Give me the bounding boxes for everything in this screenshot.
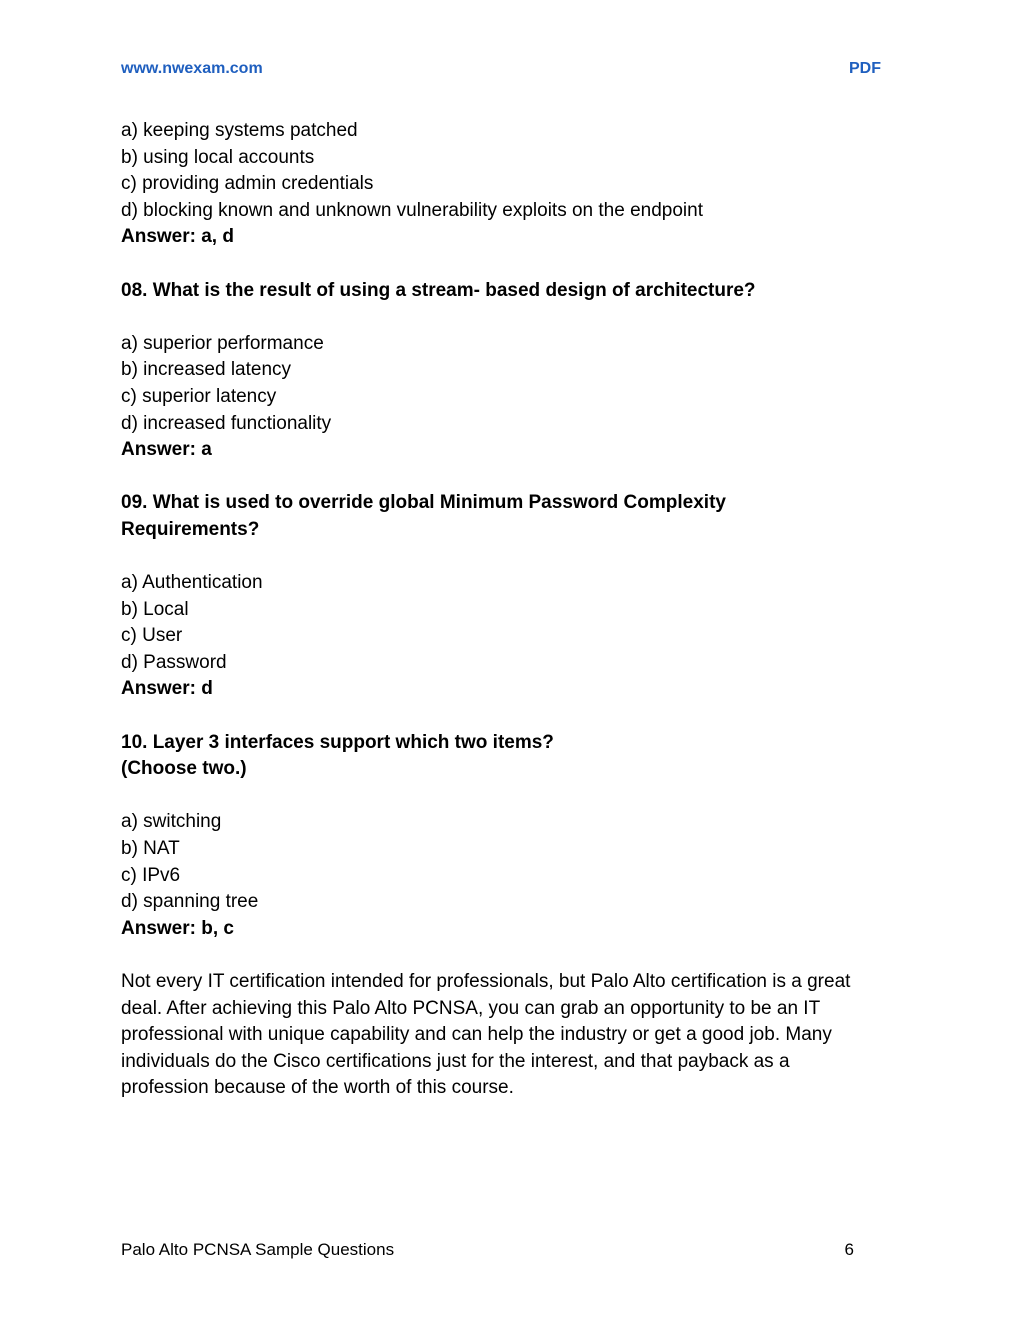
question-10-block: [121, 730, 901, 943]
question-text-line-2: Requirements?: [121, 518, 260, 540]
page-header: [121, 60, 881, 82]
closing-paragraph: [121, 969, 901, 1102]
spacer: [121, 464, 901, 491]
spacer: [121, 544, 901, 571]
option-d: d) blocking known and unknown vulnerability exploits on the endpoint: [121, 199, 703, 221]
option-a: a) Authentication: [121, 572, 263, 594]
page-number: 6: [844, 1240, 854, 1259]
option-a: a) keeping systems patched: [121, 120, 358, 141]
answer-text: Answer: b, c: [121, 917, 234, 939]
pdf-label: PDF: [849, 60, 881, 77]
spacer: [121, 703, 901, 730]
question-text-line-1: 10. Layer 3 interfaces support which two items?: [121, 731, 554, 753]
option-a: a) superior performance: [121, 332, 324, 354]
paragraph-line: profession because of the worth of this course.: [121, 1077, 514, 1099]
question-text-line-1: 09. What is used to override global Minimum Password Complexity: [121, 492, 726, 514]
option-d: d) spanning tree: [121, 891, 259, 913]
question-text-line-2: (Choose two.): [121, 758, 247, 780]
option-d: d) increased functionality: [121, 412, 332, 434]
option-d: d) Password: [121, 651, 227, 673]
spacer: [121, 783, 901, 810]
option-a: a) switching: [121, 811, 222, 833]
option-c: c) User: [121, 625, 183, 647]
spacer: [121, 251, 901, 278]
question-08-block: [121, 278, 901, 464]
footer-title: Palo Alto PCNSA Sample Questions: [121, 1240, 395, 1259]
answer-text: Answer: d: [121, 678, 213, 700]
answer-text: Answer: a: [121, 439, 212, 461]
question-07-block: [121, 118, 901, 251]
answer-text: Answer: a, d: [121, 226, 234, 248]
option-b: b) using local accounts: [121, 146, 315, 168]
option-b: b) increased latency: [121, 359, 292, 381]
spacer: [121, 942, 901, 969]
paragraph-line: individuals do the Cisco certifications just for the interest, and that payback as a: [121, 1050, 790, 1072]
site-link[interactable]: www.nwexam.com: [121, 60, 263, 77]
paragraph-line: deal. After achieving this Palo Alto PCNSA, you can grab an opportunity to be an IT: [121, 997, 821, 1019]
spacer: [121, 304, 901, 331]
question-09-block: [121, 490, 901, 703]
question-text: 08. What is the result of using a stream- based design of architecture?: [121, 279, 756, 301]
document-body: [121, 118, 901, 1102]
option-b: b) Local: [121, 598, 189, 620]
paragraph-line: Not every IT certification intended for professionals, but Palo Alto certification is a great: [121, 971, 851, 992]
paragraph-line: professional with unique capability and can help the industry or get a good job. Many: [121, 1024, 832, 1046]
option-c: c) superior latency: [121, 385, 277, 407]
option-c: c) IPv6: [121, 864, 181, 886]
option-c: c) providing admin credentials: [121, 173, 374, 195]
option-b: b) NAT: [121, 838, 180, 860]
